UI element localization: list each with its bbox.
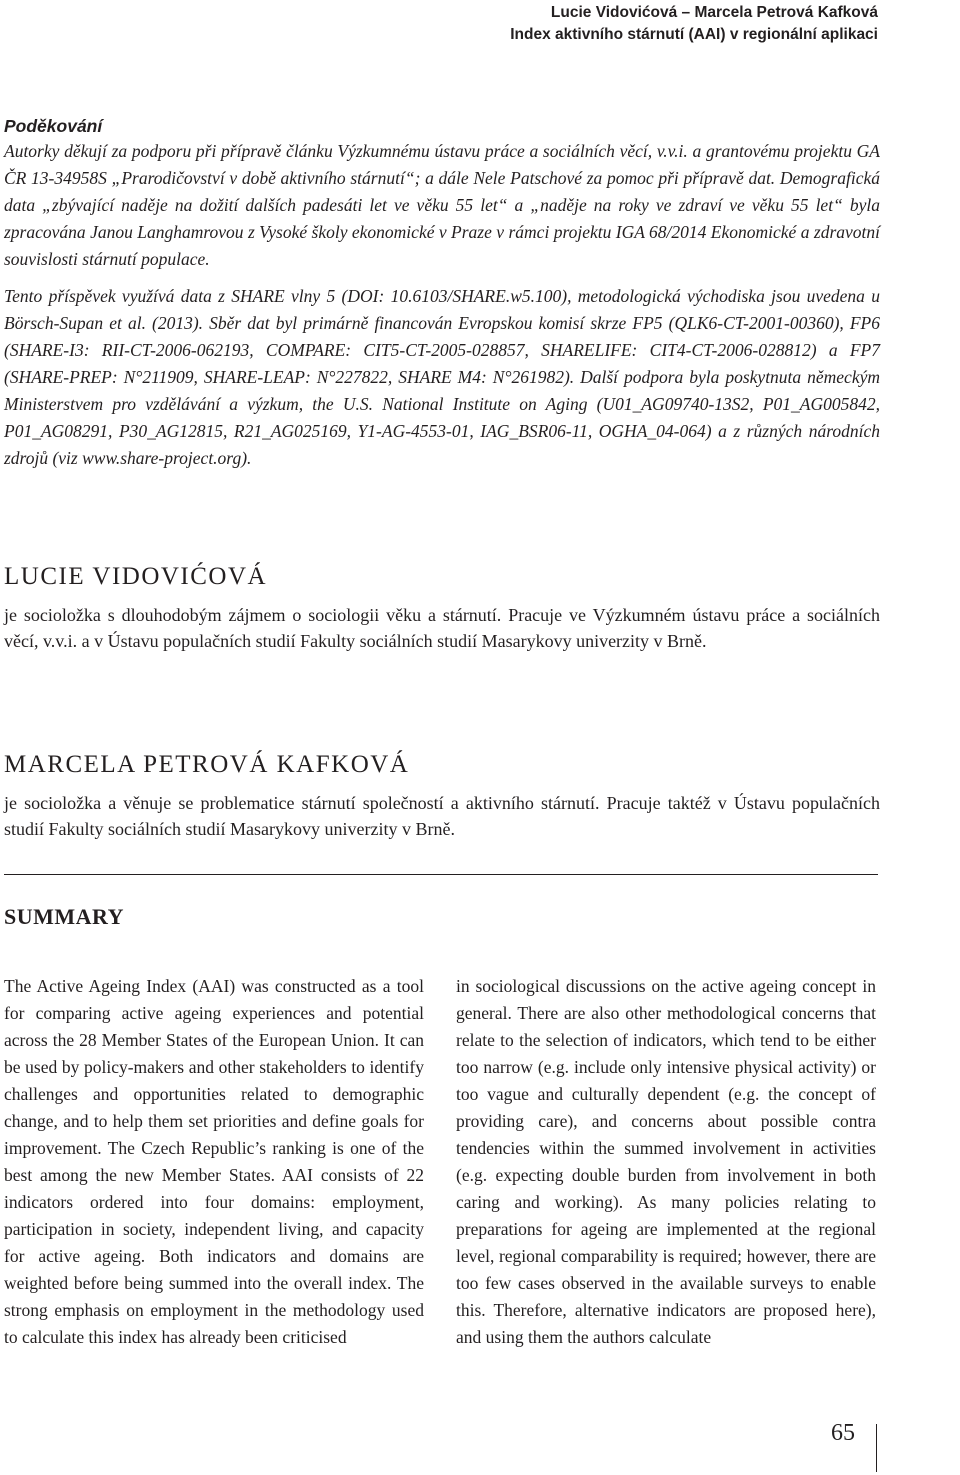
summary-column-right: in sociological discussions on the active ageing concept in general. There are also other methodological concerns that relate to the selection of indicators, which tend to be either too narrow (e.g. include only intensive physical activity) or too vague and culturally dependent (e.g. the concept of providing care), and concerns about possible contra tendencies within the summed involvement in activities (e.g. expecting double burden from involvement in both caring and working). As many policies relating to preparations for ageing are implemented at the regional level, regional comparability is required; however, there are too few cases observed in the available surveys to enable this. Therefore, alternative indicators are proposed here), and using them the authors calculate (456, 976, 876, 1347)
page-number-rule (876, 1424, 877, 1472)
running-header (510, 2, 878, 46)
acknowledgement-section (4, 114, 880, 472)
header-title: Index aktivního stárnutí (AAI) v regionální aplikaci (510, 26, 878, 43)
author-bio-text: je socioložka s dlouhodobým zájmem o sociologii věku a stárnutí. Pracuje ve Výzkumném ústavu práce a sociálních věcí, v.v.i. a v Ústavu populačních studií Fakulty sociálních studií Masarykovy univerzity v Brně. (4, 605, 880, 651)
summary-title: SUMMARY (4, 904, 125, 929)
author-bio-vidovicova (4, 562, 880, 654)
summary-column-left: The Active Ageing Index (AAI) was constructed as a tool for comparing active ageing experiences and potential across the 28 Member States of the European Union. It can be used by policy-makers and other stakeholders to identify challenges and opportunities related to demographic change, and to help them set priorities and define goals for improvement. The Czech Republic’s ranking is one of the best among the new Member States. AAI consists of 22 indicators ordered into four domains: employment, participation in society, independent living, and capacity for active ageing. Both indicators and domains are weighted before being summed into the overall index. The strong emphasis on employment in the methodology used to calculate this index has already been criticised (4, 976, 424, 1347)
header-authors: Lucie Vidovićová – Marcela Petrová Kafková (550, 4, 878, 21)
author-bio-text: je socioložka a věnuje se problematice stárnutí společností a aktivního stárnutí. Pracuje taktéž v Ústavu populačních studií Fakulty sociálních studií Masarykovy univerzity v Brně. (4, 793, 880, 839)
author-name: LUCIE VIDOVIĆOVÁ (4, 563, 268, 590)
acknowledgement-paragraph-2: Tento příspěvek využívá data z SHARE vlny 5 (DOI: 10.6103/SHARE.w5.100), metodologická východiska jsou uvedena u Börsch-Supan et al. (2013). Sběr dat byl primárně financován Evropskou komisí skrze FP5 (QLK6-CT-2001-00360), FP6 (SHARE-I3: RII-CT-2006-062193, COMPARE: CIT5-CT-2005-028857, SHARELIFE: CIT4-CT-2006-028812) a FP7 (SHARE-PREP: N°211909, SHARE-LEAP: N°227822, SHARE M4: N°261982). Další podpora byla poskytnuta německým Ministerstvem pro vzdělávání a výzkum, the U.S. National Institute on Aging (U01_AG09740-13S2, P01_AG005842, P01_AG08291, P30_AG12815, R21_AG025169, Y1-AG-4553-01, IAG_BSR06-11, OGHA_04-064) a z různých národních zdrojů (viz www.share-project.org). (4, 286, 880, 468)
section-divider (4, 874, 878, 875)
acknowledgement-paragraph-1: Autorky děkují za podporu při přípravě článku Výzkumnému ústavu práce a sociálních věcí, v.v.i. a grantovému projektu GA ČR 13-34958S „Prarodičovství v době aktivního stárnutí“; a dále Nele Patschové za pomoc při přípravě dat. Demografická data „zbývající naděje na dožití dalších padesáti let ve věku 55 let“ a „naděje na roky ve zdraví ve věku 55 let“ byla zpracována Janou Langhamrovou z Vysoké školy ekonomické v Praze v rámci projektu IGA 68/2014 Ekonomické a zdravotní souvislosti stárnutí populace. (4, 141, 880, 269)
author-bio-kafkova (4, 750, 880, 842)
page-number: 65 (831, 1420, 855, 1446)
acknowledgement-title: Poděkování (4, 116, 103, 136)
author-name: MARCELA PETROVÁ KAFKOVÁ (4, 751, 410, 778)
